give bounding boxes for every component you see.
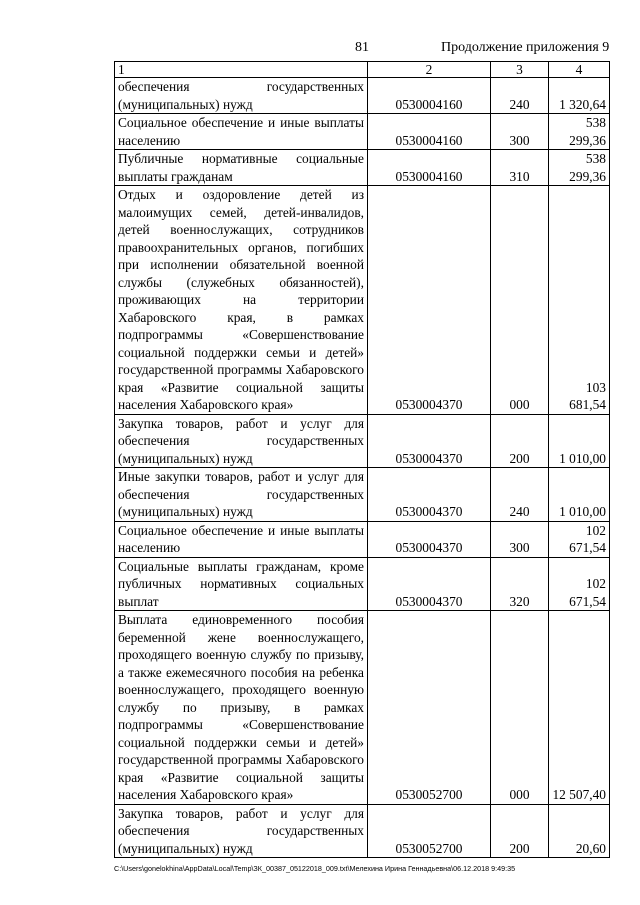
page-header-title: Продолжение приложения 9 <box>441 40 610 55</box>
row-amount: 102 671,54 <box>549 521 610 557</box>
row-code: 0530004370 <box>368 521 491 557</box>
row-amount: 1 010,00 <box>549 414 610 468</box>
row-amount: 1 320,64 <box>549 78 610 114</box>
column-header: 2 <box>368 62 491 78</box>
budget-table <box>114 61 610 858</box>
row-code: 0530004160 <box>368 114 491 150</box>
row-code: 0530004370 <box>368 414 491 468</box>
row-expense-type: 200 <box>491 804 549 858</box>
table-row <box>115 557 610 611</box>
file-path-footer: C:\Users\gonelokhina\AppData\Local\Temp\ЗК_00387_05122018_009.txt\Мелехина Ирина Геннадьевна\06.12.2018 9:49:35 <box>114 864 516 873</box>
column-header: 4 <box>549 62 610 78</box>
row-amount: 102 671,54 <box>549 557 610 611</box>
table-row <box>115 150 610 186</box>
table-row <box>115 414 610 468</box>
row-amount: 538 299,36 <box>549 150 610 186</box>
row-amount: 1 010,00 <box>549 468 610 522</box>
table-row <box>115 804 610 858</box>
row-description: Отдых и оздоровление детей из малоимущих семей, детей-инвалидов, детей военнослужащих, сотрудников правоохранительных органов, погибших при исполнении обязательной военной службы (служебных обязанностей), проживающих на территории Хабаровского края, в рамках подпрограммы «Совершенствование социальной поддержки семьи и детей» государственной программы Хабаровского края «Развитие социальной защиты населения Хабаровского края» <box>115 186 368 415</box>
row-expense-type: 300 <box>491 521 549 557</box>
row-expense-type: 240 <box>491 468 549 522</box>
row-description: Иные закупки товаров, работ и услуг для обеспечения государственных (муниципальных) нужд <box>115 468 368 522</box>
table-header-row <box>115 62 610 78</box>
row-code: 0530004370 <box>368 186 491 415</box>
row-expense-type: 000 <box>491 611 549 805</box>
row-expense-type: 310 <box>491 150 549 186</box>
row-amount: 12 507,40 <box>549 611 610 805</box>
column-header: 1 <box>115 62 368 78</box>
row-description: Социальное обеспечение и иные выплаты населению <box>115 521 368 557</box>
row-expense-type: 300 <box>491 114 549 150</box>
table-row <box>115 78 610 114</box>
row-code: 0530052700 <box>368 611 491 805</box>
row-description: обеспечения государственных (муниципальных) нужд <box>115 78 368 114</box>
row-amount: 20,60 <box>549 804 610 858</box>
table-row <box>115 611 610 805</box>
row-expense-type: 000 <box>491 186 549 415</box>
row-description: Социальные выплаты гражданам, кроме публичных нормативных социальных выплат <box>115 557 368 611</box>
table-row <box>115 114 610 150</box>
row-description: Социальное обеспечение и иные выплаты населению <box>115 114 368 150</box>
row-amount: 103 681,54 <box>549 186 610 415</box>
row-code: 0530004160 <box>368 78 491 114</box>
table-row <box>115 521 610 557</box>
row-code: 0530052700 <box>368 804 491 858</box>
page-number: 81 <box>355 40 369 55</box>
row-description: Закупка товаров, работ и услуг для обеспечения государственных (муниципальных) нужд <box>115 414 368 468</box>
row-expense-type: 320 <box>491 557 549 611</box>
row-description: Закупка товаров, работ и услуг для обеспечения государственных (муниципальных) нужд <box>115 804 368 858</box>
row-description: Публичные нормативные социальные выплаты гражданам <box>115 150 368 186</box>
row-code: 0530004370 <box>368 468 491 522</box>
table-row <box>115 186 610 415</box>
row-code: 0530004370 <box>368 557 491 611</box>
column-header: 3 <box>491 62 549 78</box>
row-expense-type: 200 <box>491 414 549 468</box>
row-code: 0530004160 <box>368 150 491 186</box>
row-expense-type: 240 <box>491 78 549 114</box>
row-description: Выплата единовременного пособия беременной жене военнослужащего, проходящего военную службу по призыву, а также ежемесячного пособия на ребенка военнослужащего, проходящего военную службу по призыву, в рамках подпрограммы «Совершенствование социальной поддержки семьи и детей» государственной программы Хабаровского края «Развитие социальной защиты населения Хабаровского края» <box>115 611 368 805</box>
row-amount: 538 299,36 <box>549 114 610 150</box>
table-row <box>115 468 610 522</box>
